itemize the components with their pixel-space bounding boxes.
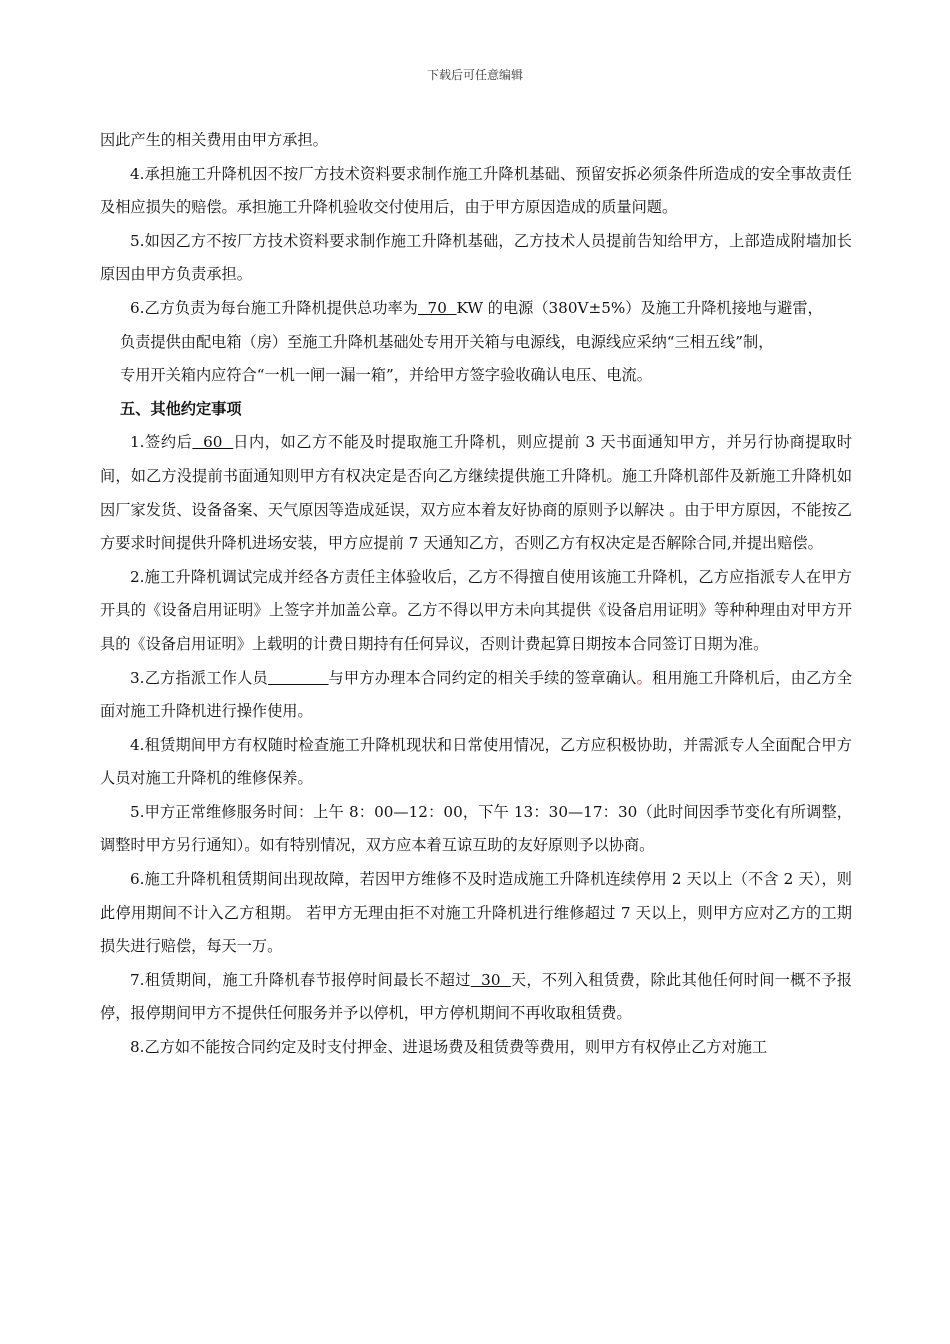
- section-5-clause-4: 4.租赁期间甲方有权随时检查施工升降机现状和日常使用情况，乙方应积极协助，并需派专人全面配合甲方人员对施工升降机的维修保养。: [100, 735, 852, 788]
- page-header: 下载后可任意编辑: [426, 68, 523, 82]
- section-5-clause-8: 8.乙方如不能按合同约定及时支付押金、进退场费及租赁费等费用，则甲方有权停止乙方对施工: [130, 1038, 768, 1057]
- section-5-clause-5: 5.甲方正常维修服务时间：上午 8：00—12：00，下午 13：30—17：30（此时间因季节变化有所调整，调整时甲方另行通知）。如有特别情况，双方应本着互谅互助的友好原则予以协商。: [100, 802, 852, 855]
- section-5-clause-6: 6.施工升降机租赁期间出现故障，若因甲方维修不及时造成施工升降机连续停用 2 天以上（不含 2 天），则此停用期间不计入乙方租期。 若甲方无理由拒不对施工升降机进行维修超过 7 天以上，则甲方应对乙方的工期损失进行赔偿，每天一万。: [100, 870, 852, 956]
- clause-5: 5.如因乙方不按厂方技术资料要求制作施工升降机基础，乙方技术人员提前告知给甲方，上部造成附墙加长原因由甲方负责承担。: [100, 231, 852, 284]
- clause-6-text-a: 6.乙方负责为每台施工升降机提供总功率为: [130, 298, 418, 317]
- red-period: 。: [636, 668, 652, 687]
- paragraph-continuation: 因此产生的相关费用由甲方承担。: [100, 131, 328, 149]
- clause-3-text-a: 3.乙方指派工作人员: [130, 668, 268, 687]
- section-5-clause-3: [100, 662, 852, 729]
- staff-name-blank: [268, 669, 329, 687]
- section-5-clause-2: 2.施工升降机调试完成并经各方责任主体验收后，乙方不得擅自使用该施工升降机，乙方应指派专人在甲方开具的《设备启用证明》上签字并加盖公章。乙方不得以甲方未向其提供《设备启用证明》等种种理由对甲方开具的《设备启用证明》上载明的计费日期持有任何异议，否则计费起算日期按本合同签订日期为准。: [100, 567, 852, 653]
- clause-6-line-2: 负责提供由配电箱（房）至施工升降机基础处专用开关箱与电源线，电源线应采纳“三相五线”制，: [120, 332, 774, 351]
- section-5-title: 五、其他约定事项: [120, 399, 242, 418]
- section-5-clause-7: [100, 964, 852, 1031]
- clause-4: 4.承担施工升降机因不按厂方技术资料要求制作施工升降机基础、预留安拆必须条件所造成的安全事故责任及相应损失的赔偿。承担施工升降机验收交付使用后，由于甲方原因造成的质量问题。: [100, 164, 852, 217]
- clause-1-text-b: 日内，如乙方不能及时提取施工升降机，则应提前 3 天书面通知甲方，并另行协商提取时间，如乙方没提前书面通知则甲方有权决定是否向乙方继续提供施工升降机。施工升降机部件及新施工升降机如因厂家发货、设备备案、天气原因等造成延误，双方应本着友好协商的原则予以解决 。由于甲方原因，不能按乙方要求时间提供升降机进场安装，甲方应提前 7 天通知乙方，否则乙方有权决定是否解除合同,并提出赔偿。: [100, 433, 852, 553]
- clause-1-text-a: 1.签约后: [130, 433, 193, 452]
- clause-7-text-b: 天，不列入租赁费，除此其他任何时间一概不予报停，报停期间甲方不提供任何服务并予以停机，甲方停机期间不再收取租赁费。: [100, 970, 852, 1023]
- clause-3-text-c: 租用施工升降机后，由乙方全面对施工升降机进行操作使用。: [100, 668, 853, 721]
- suspension-days-value: 30: [470, 970, 511, 989]
- clause-7-text-a: 7.租赁期间，施工升降机春节报停时间最长不超过: [130, 970, 471, 989]
- clause-6-line-3: 专用开关箱内应符合“一机一闸一漏一箱”，并给甲方签字验收确认电压、电流。: [120, 366, 652, 385]
- days-value: 60: [192, 433, 234, 452]
- section-5-clause-1: [100, 426, 852, 560]
- clause-6-text-b: KW 的电源（380V±5%）及施工升降机接地与避雷，: [456, 298, 823, 317]
- clause-6: [100, 292, 852, 326]
- document-body: [100, 124, 852, 1065]
- power-value: 70: [417, 298, 457, 317]
- clause-3-text-b: 与甲方办理本合同约定的相关手续的签章确认: [328, 668, 637, 687]
